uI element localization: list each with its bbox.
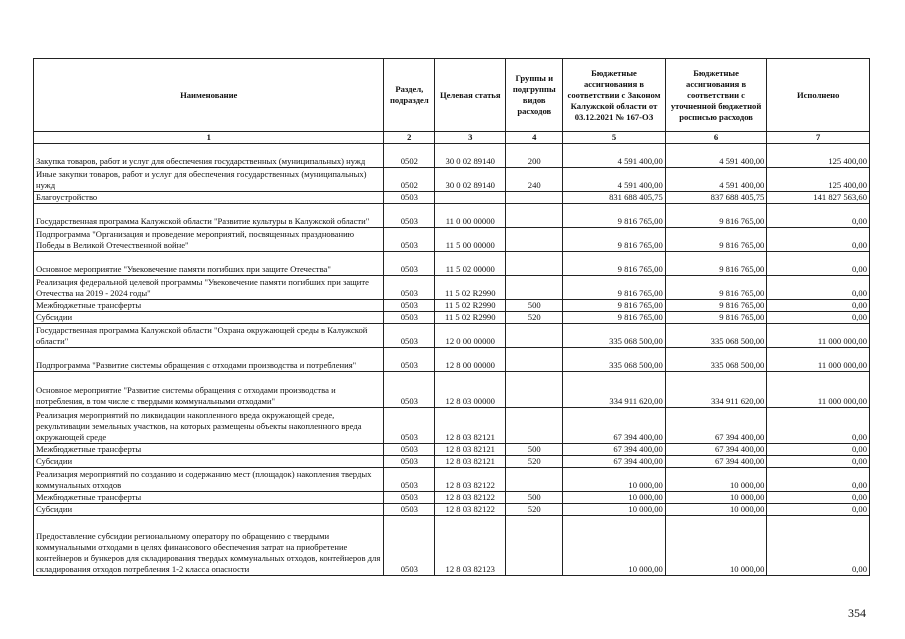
- row-executed-amount: 0,00: [767, 456, 870, 468]
- row-law-amount: 335 068 500,00: [563, 324, 666, 348]
- row-executed-amount: 0,00: [767, 468, 870, 492]
- budget-table: [33, 58, 870, 576]
- column-number: 3: [435, 132, 506, 144]
- row-executed-amount: 0,00: [767, 252, 870, 276]
- row-name: Предоставление субсидии региональному оператору по обращению с твердыми коммунальными отходами в целях финансового обеспечения затрат на приобретение контейнеров и бункеров для складирования твердых коммунальных отходов, контейнеров для складирования отходов потребления 1-2 класса опасности: [34, 516, 384, 576]
- row-section: 0503: [384, 516, 435, 576]
- row-name: Благоустройство: [34, 192, 384, 204]
- row-executed-amount: 125 400,00: [767, 144, 870, 168]
- row-name: Государственная программа Калужской области "Развитие культуры в Калужской области": [34, 204, 384, 228]
- row-group: 520: [506, 504, 563, 516]
- row-group: 200: [506, 144, 563, 168]
- row-target: 11 5 00 00000: [435, 228, 506, 252]
- table-row: [34, 144, 870, 168]
- row-executed-amount: 0,00: [767, 516, 870, 576]
- row-refined-amount: 10 000,00: [665, 492, 767, 504]
- row-law-amount: 67 394 400,00: [563, 456, 666, 468]
- header-executed: Исполнено: [767, 59, 870, 132]
- row-executed-amount: 0,00: [767, 312, 870, 324]
- row-name: Реализация мероприятий по созданию и содержанию мест (площадок) накопления твердых коммунальных отходов: [34, 468, 384, 492]
- row-law-amount: 334 911 620,00: [563, 372, 666, 408]
- table-body: [34, 144, 870, 576]
- row-refined-amount: 67 394 400,00: [665, 444, 767, 456]
- row-name: Субсидии: [34, 504, 384, 516]
- row-law-amount: 9 816 765,00: [563, 300, 666, 312]
- row-executed-amount: 0,00: [767, 504, 870, 516]
- row-executed-amount: 0,00: [767, 444, 870, 456]
- row-refined-amount: 10 000,00: [665, 468, 767, 492]
- row-target: 12 8 03 82122: [435, 504, 506, 516]
- row-group: [506, 324, 563, 348]
- page-number: 354: [848, 606, 866, 620]
- table-row: [34, 324, 870, 348]
- row-target: [435, 192, 506, 204]
- row-refined-amount: 67 394 400,00: [665, 456, 767, 468]
- row-law-amount: 67 394 400,00: [563, 408, 666, 444]
- table-row: [34, 300, 870, 312]
- column-number-row: [34, 132, 870, 144]
- row-name: Подпрограмма "Организация и проведение мероприятий, посвященных празднованию Победы в Великой Отечественной войне": [34, 228, 384, 252]
- row-section: 0503: [384, 192, 435, 204]
- row-name: Основное мероприятие "Увековечение памяти погибших при защите Отечества": [34, 252, 384, 276]
- row-executed-amount: 0,00: [767, 408, 870, 444]
- row-executed-amount: 0,00: [767, 276, 870, 300]
- header-name: Наименование: [34, 59, 384, 132]
- row-section: 0503: [384, 276, 435, 300]
- row-name: Реализация федеральной целевой программы "Увековечение памяти погибших при защите Отечества на 2019 - 2024 годы": [34, 276, 384, 300]
- row-executed-amount: 0,00: [767, 204, 870, 228]
- row-law-amount: 9 816 765,00: [563, 276, 666, 300]
- row-refined-amount: 10 000,00: [665, 516, 767, 576]
- row-group: 500: [506, 492, 563, 504]
- row-law-amount: 4 591 400,00: [563, 144, 666, 168]
- header-section: Раздел, подраздел: [384, 59, 435, 132]
- row-refined-amount: 9 816 765,00: [665, 276, 767, 300]
- table-row: [34, 408, 870, 444]
- row-group: [506, 252, 563, 276]
- row-refined-amount: 67 394 400,00: [665, 408, 767, 444]
- table-row: [34, 372, 870, 408]
- row-target: 11 5 02 R2990: [435, 312, 506, 324]
- table-row: [34, 168, 870, 192]
- row-target: 12 8 03 82122: [435, 492, 506, 504]
- row-refined-amount: 4 591 400,00: [665, 144, 767, 168]
- header-refined: Бюджетные ассигнования в соответствии с уточненной бюджетной росписью расходов: [665, 59, 767, 132]
- row-refined-amount: 4 591 400,00: [665, 168, 767, 192]
- row-refined-amount: 335 068 500,00: [665, 348, 767, 372]
- row-section: 0503: [384, 324, 435, 348]
- row-group: 500: [506, 444, 563, 456]
- row-executed-amount: 0,00: [767, 300, 870, 312]
- row-group: [506, 204, 563, 228]
- row-group: [506, 408, 563, 444]
- row-law-amount: 10 000,00: [563, 504, 666, 516]
- row-name: Закупка товаров, работ и услуг для обеспечения государственных (муниципальных) нужд: [34, 144, 384, 168]
- row-target: 12 8 03 82122: [435, 468, 506, 492]
- row-target: 11 5 02 R2990: [435, 276, 506, 300]
- row-section: 0503: [384, 372, 435, 408]
- column-number: 4: [506, 132, 563, 144]
- row-section: 0503: [384, 204, 435, 228]
- row-name: Межбюджетные трансферты: [34, 300, 384, 312]
- table-row: [34, 228, 870, 252]
- row-group: [506, 228, 563, 252]
- row-target: 12 8 03 82121: [435, 408, 506, 444]
- row-section: 0503: [384, 252, 435, 276]
- row-executed-amount: 11 000 000,00: [767, 348, 870, 372]
- row-law-amount: 67 394 400,00: [563, 444, 666, 456]
- row-target: 12 8 03 82123: [435, 516, 506, 576]
- row-section: 0503: [384, 456, 435, 468]
- table-row: [34, 204, 870, 228]
- row-section: 0503: [384, 492, 435, 504]
- row-law-amount: 9 816 765,00: [563, 204, 666, 228]
- row-law-amount: 10 000,00: [563, 516, 666, 576]
- column-number: 2: [384, 132, 435, 144]
- row-section: 0502: [384, 144, 435, 168]
- row-section: 0503: [384, 300, 435, 312]
- row-executed-amount: 11 000 000,00: [767, 324, 870, 348]
- table-row: [34, 276, 870, 300]
- table-row: [34, 468, 870, 492]
- table-row: [34, 312, 870, 324]
- row-executed-amount: 125 400,00: [767, 168, 870, 192]
- table-row: [34, 516, 870, 576]
- row-target: 12 8 03 00000: [435, 372, 506, 408]
- row-name: Субсидии: [34, 456, 384, 468]
- row-name: Подпрограмма "Развитие системы обращения с отходами производства и потребления": [34, 348, 384, 372]
- row-group: [506, 468, 563, 492]
- row-law-amount: 831 688 405,75: [563, 192, 666, 204]
- table-row: [34, 492, 870, 504]
- row-section: 0503: [384, 312, 435, 324]
- row-executed-amount: 11 000 000,00: [767, 372, 870, 408]
- row-group: 500: [506, 300, 563, 312]
- row-refined-amount: 10 000,00: [665, 504, 767, 516]
- row-law-amount: 9 816 765,00: [563, 228, 666, 252]
- row-refined-amount: 9 816 765,00: [665, 228, 767, 252]
- table-row: [34, 444, 870, 456]
- row-section: 0503: [384, 228, 435, 252]
- row-target: 12 0 00 00000: [435, 324, 506, 348]
- row-target: 11 0 00 00000: [435, 204, 506, 228]
- row-name: Государственная программа Калужской области "Охрана окружающей среды в Калужской области": [34, 324, 384, 348]
- row-group: [506, 276, 563, 300]
- row-law-amount: 4 591 400,00: [563, 168, 666, 192]
- row-refined-amount: 9 816 765,00: [665, 204, 767, 228]
- row-name: Межбюджетные трансферты: [34, 492, 384, 504]
- row-section: 0502: [384, 168, 435, 192]
- header-target: Целевая статья: [435, 59, 506, 132]
- row-refined-amount: 335 068 500,00: [665, 324, 767, 348]
- row-target: 12 8 03 82121: [435, 456, 506, 468]
- row-name: Основное мероприятие "Развитие системы обращения с отходами производства и потребления, в том числе с твердыми коммунальными отходами": [34, 372, 384, 408]
- row-group: 240: [506, 168, 563, 192]
- row-section: 0503: [384, 468, 435, 492]
- table-row: [34, 348, 870, 372]
- table-row: [34, 504, 870, 516]
- row-name: Субсидии: [34, 312, 384, 324]
- row-refined-amount: 334 911 620,00: [665, 372, 767, 408]
- row-executed-amount: 141 827 563,60: [767, 192, 870, 204]
- row-target: 11 5 02 R2990: [435, 300, 506, 312]
- row-group: [506, 516, 563, 576]
- row-group: [506, 192, 563, 204]
- row-refined-amount: 837 688 405,75: [665, 192, 767, 204]
- row-target: 12 8 00 00000: [435, 348, 506, 372]
- column-number: 6: [665, 132, 767, 144]
- row-law-amount: 10 000,00: [563, 492, 666, 504]
- table-row: [34, 456, 870, 468]
- row-section: 0503: [384, 444, 435, 456]
- row-law-amount: 335 068 500,00: [563, 348, 666, 372]
- row-target: 30 0 02 89140: [435, 144, 506, 168]
- header-law: Бюджетные ассигнования в соответствии с Законом Калужской области от 03.12.2021 № 167-ОЗ: [563, 59, 666, 132]
- row-executed-amount: 0,00: [767, 492, 870, 504]
- row-refined-amount: 9 816 765,00: [665, 312, 767, 324]
- table-row: [34, 192, 870, 204]
- row-group: [506, 372, 563, 408]
- row-section: 0503: [384, 504, 435, 516]
- row-law-amount: 9 816 765,00: [563, 252, 666, 276]
- row-target: 12 8 03 82121: [435, 444, 506, 456]
- row-group: 520: [506, 312, 563, 324]
- row-section: 0503: [384, 408, 435, 444]
- column-number: 5: [563, 132, 666, 144]
- table-row: [34, 252, 870, 276]
- row-name: Межбюджетные трансферты: [34, 444, 384, 456]
- row-name: Реализация мероприятий по ликвидации накопленного вреда окружающей среде, рекультивации земельных участков, на которых размещены объекты накопленного вреда окружающей среде: [34, 408, 384, 444]
- row-section: 0503: [384, 348, 435, 372]
- row-group: [506, 348, 563, 372]
- row-law-amount: 9 816 765,00: [563, 312, 666, 324]
- row-refined-amount: 9 816 765,00: [665, 300, 767, 312]
- row-executed-amount: 0,00: [767, 228, 870, 252]
- row-target: 11 5 02 00000: [435, 252, 506, 276]
- row-target: 30 0 02 89140: [435, 168, 506, 192]
- header-row: [34, 59, 870, 132]
- row-group: 520: [506, 456, 563, 468]
- column-number: 7: [767, 132, 870, 144]
- header-groups: Группы и подгруппы видов расходов: [506, 59, 563, 132]
- row-law-amount: 10 000,00: [563, 468, 666, 492]
- row-name: Иные закупки товаров, работ и услуг для обеспечения государственных (муниципальных) нужд: [34, 168, 384, 192]
- row-refined-amount: 9 816 765,00: [665, 252, 767, 276]
- column-number: 1: [34, 132, 384, 144]
